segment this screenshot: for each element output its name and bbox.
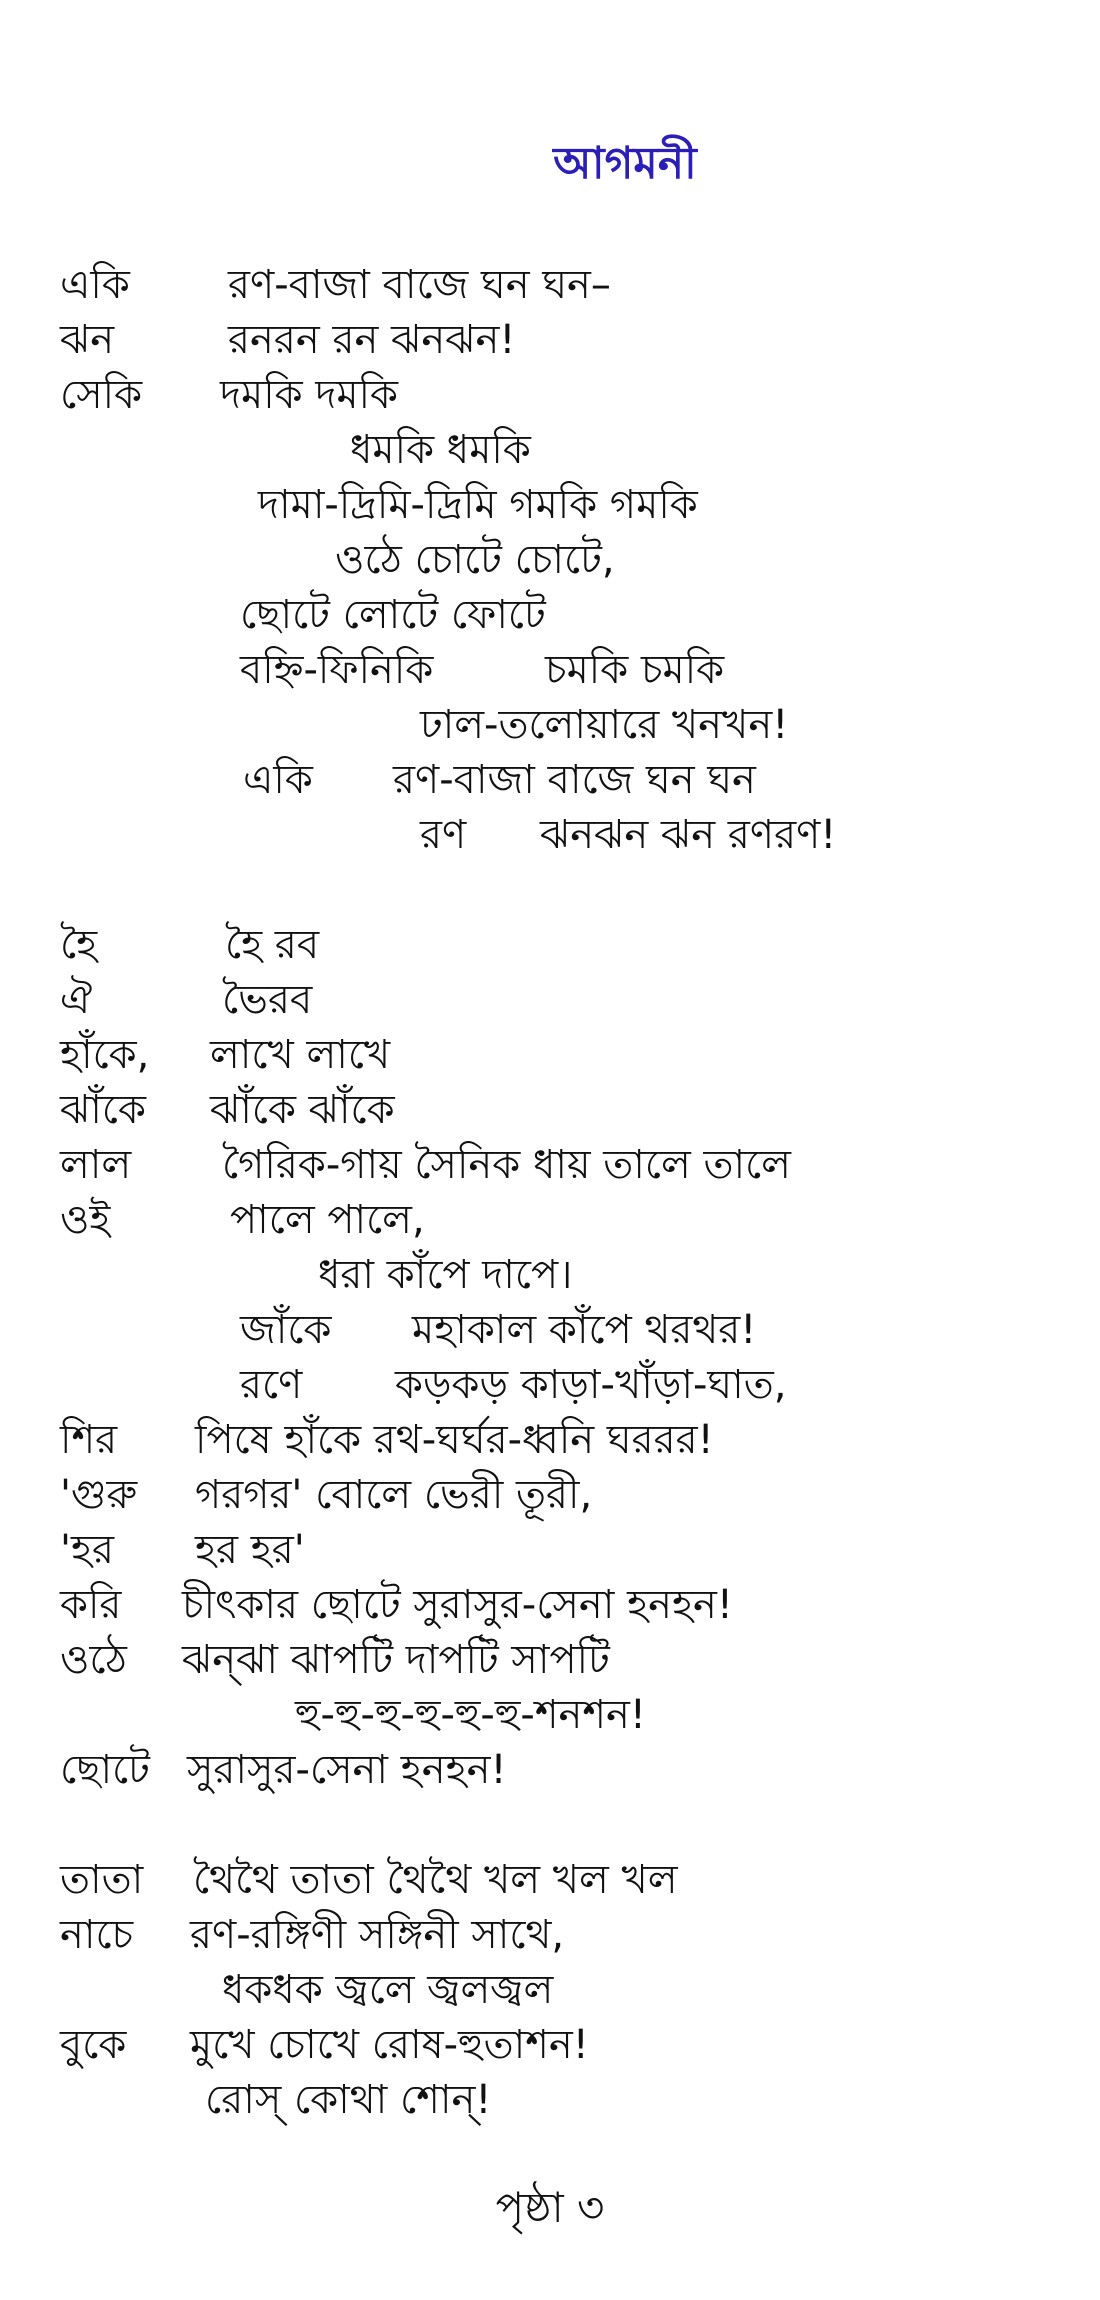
line-lead-word: নাচে: [60, 1912, 134, 1958]
line-text: ঝন্ঝা ঝাপটি দাপটি সাপটি: [182, 1637, 610, 1683]
line-lead-word: শির: [60, 1417, 118, 1463]
line-text: মুখে চোখে রোষ-হুতাশন!: [190, 2022, 589, 2068]
line-text: দমকি দমকি: [220, 372, 399, 418]
line-text: কড়কড় কাড়া-খাঁড়া-ঘাত,: [395, 1362, 787, 1408]
line-lead-word: হাঁকে,: [60, 1032, 150, 1078]
line-lead-word: জাঁকে: [240, 1307, 332, 1353]
line-lead-word: ছোটে: [60, 1747, 150, 1793]
line-lead-word: ঝাঁকে: [60, 1087, 146, 1133]
line-lead-word: করি: [60, 1582, 122, 1628]
line-lead-word: সেকি: [60, 372, 143, 418]
line-lead-word: একি: [243, 757, 313, 803]
line-text: ভৈরব: [222, 977, 313, 1023]
line-text: হর হর': [195, 1527, 305, 1573]
poem-title: আগমনী: [553, 138, 697, 189]
line-text: থৈথৈ তাতা থৈথৈ খল খল খল: [193, 1857, 678, 1903]
line-lead-word: ওঠে: [60, 1637, 127, 1683]
line-text: রণ-রঙ্গিণী সঙ্গিনী সাথে,: [190, 1912, 565, 1958]
line-text: রণ-বাজা বাজে ঘন ঘন–: [228, 262, 611, 308]
page-number: পৃষ্ঠা ৩: [495, 2183, 605, 2232]
line-text: হু-হু-হু-হু-হু-হু-শনশন!: [295, 1692, 646, 1738]
line-text: গৈরিক-গায় সৈনিক ধায় তালে তালে: [222, 1142, 791, 1188]
line-lead-word: হৈ: [60, 922, 98, 968]
line-text: চীৎকার ছোটে সুরাসুর-সেনা হনহন!: [182, 1582, 733, 1628]
line-lead-word: 'গুরু: [60, 1472, 138, 1518]
line-lead-word: লাল: [60, 1142, 132, 1188]
line-text: লাখে লাখে: [210, 1032, 391, 1078]
line-text: ধমকি ধমকি: [350, 427, 531, 473]
line-text: গরগর' বোলে ভেরী তূরী,: [195, 1472, 593, 1518]
line-text: ধকধক জ্বলে জ্বলজ্বল: [222, 1967, 554, 2013]
line-text: ধরা কাঁপে দাপে।: [318, 1252, 573, 1298]
line-lead-word: রণে: [240, 1362, 303, 1408]
line-text: ঝনঝন ঝন রণরণ!: [540, 812, 837, 858]
line-text: সুরাসুর-সেনা হনহন!: [187, 1747, 507, 1793]
line-text: রনরন রন ঝনঝন!: [228, 317, 516, 363]
line-text: ওঠে চোটে চোটে,: [335, 537, 615, 583]
line-text: মহাকাল কাঁপে থরথর!: [412, 1307, 757, 1353]
line-text: রোস্ কোথা শোন্!: [205, 2077, 492, 2123]
line-text: হৈ রব: [225, 922, 320, 968]
line-lead-word: তাতা: [60, 1857, 144, 1903]
line-lead-word: একি: [60, 262, 130, 308]
line-text: চমকি চমকি: [545, 647, 725, 693]
line-text: ছোটে লোটে ফোটে: [240, 592, 546, 638]
line-text: ঢাল-তলোয়ারে খনখন!: [420, 702, 789, 748]
line-lead-word: ওই: [60, 1197, 111, 1243]
line-lead-word: 'হর: [60, 1527, 115, 1573]
line-lead-word: ঐ: [60, 977, 93, 1023]
line-text: ঝাঁকে ঝাঁকে: [210, 1087, 395, 1133]
line-text: দামা-দ্রিমি-দ্রিমি গমকি গমকি: [258, 482, 698, 528]
line-lead-word: বুকে: [60, 2022, 127, 2068]
line-text: পালে পালে,: [230, 1197, 425, 1243]
line-lead-word: বহ্নি-ফিনিকি: [240, 647, 434, 693]
line-lead-word: রণ: [420, 812, 467, 858]
line-text: পিষে হাঁকে রথ-ঘর্ঘর-ধ্বনি ঘররর!: [195, 1417, 714, 1463]
line-lead-word: ঝন: [60, 317, 115, 363]
line-text: রণ-বাজা বাজে ঘন ঘন: [393, 757, 756, 803]
